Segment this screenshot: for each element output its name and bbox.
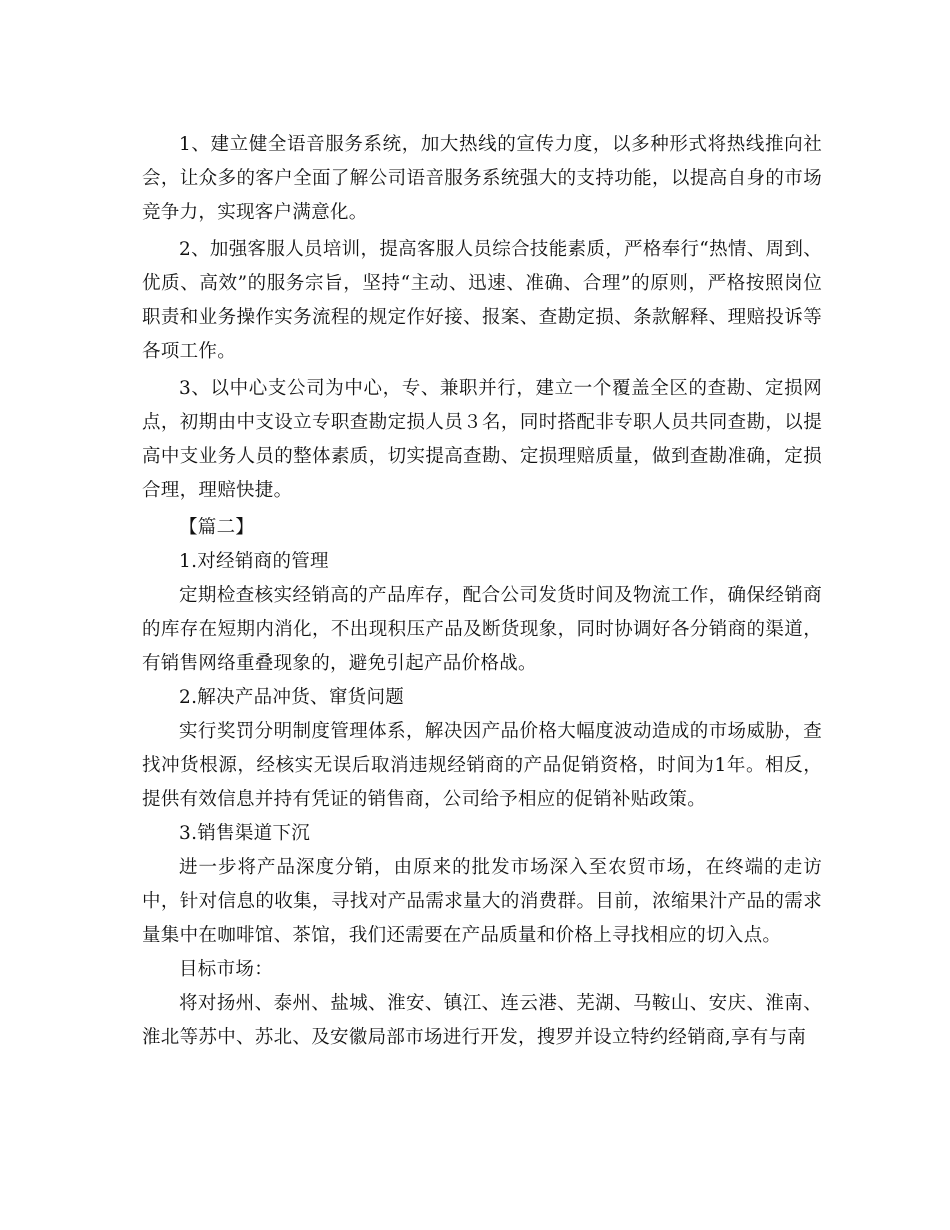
paragraph-deep-distribution: 进一步将产品深度分销，由原来的批发市场深入至农贸市场，在终端的走访中，针对信息的收集，寻找对产品需求量大的消费群。目前，浓缩果汁产品的需求量集中在咖啡馆、茶馆，我们还需要在产品质量和价格上寻找相应的切入点。 bbox=[142, 857, 822, 946]
subheading-channel-sinking: 3.销售渠道下沉 bbox=[179, 823, 311, 844]
paragraph-market-expansion: 将对扬州、泰州、盐城、淮安、镇江、连云港、芜湖、马鞍山、安庆、淮南、淮北等苏中、苏北、及安徽局部市场进行开发，搜罗并设立特约经销商,享有与南 bbox=[142, 993, 822, 1048]
section-heading-part-two: 【篇二】 bbox=[179, 517, 255, 538]
subheading-cross-selling: 2.解决产品冲货、窜货问题 bbox=[179, 687, 405, 708]
paragraph-voice-service: 1、建立健全语音服务系统，加大热线的宣传力度，以多种形式将热线推向社会，让众多的客户全面了解公司语音服务系统强大的支持功能，以提高自身的市场竞争力，实现客户满意化。 bbox=[142, 134, 822, 223]
document-body bbox=[142, 128, 822, 1055]
paragraph-staff-training: 2、加强客服人员培训，提高客服人员综合技能素质，严格奉行“热情、周到、优质、高效”的服务宗旨，坚持“主动、迅速、准确、合理”的原则，严格按照岗位职责和业务操作实务流程的规定作好接、报案、查勘定损、条款解释、理赔投诉等各项工作。 bbox=[142, 239, 822, 362]
paragraph-reward-penalty: 实行奖罚分明制度管理体系，解决因产品价格大幅度波动造成的市场威胁，查找冲货根源，经核实无误后取消违规经销商的产品促销资格，时间为1年。相反，提供有效信息并持有凭证的销售商，公司给予相应的促销补贴政策。 bbox=[142, 721, 822, 810]
subheading-dealer-management: 1.对经销商的管理 bbox=[179, 551, 329, 572]
paragraph-survey-network: 3、以中心支公司为中心，专、兼职并行，建立一个覆盖全区的查勘、定损网点，初期由中支设立专职查勘定损人员３名，同时搭配非专职人员共同查勘，以提高中支业务人员的整体素质，切实提高查勘、定损理赔质量，做到查勘准确，定损合理，理赔快捷。 bbox=[142, 378, 822, 501]
paragraph-dealer-inventory: 定期检查核实经销高的产品库存，配合公司发货时间及物流工作，确保经销商的库存在短期内消化，不出现积压产品及断货现象，同时协调好各分销商的渠道，有销售网络重叠现象的，避免引起产品价格战。 bbox=[142, 585, 822, 674]
subheading-target-market: 目标市场： bbox=[179, 959, 274, 980]
